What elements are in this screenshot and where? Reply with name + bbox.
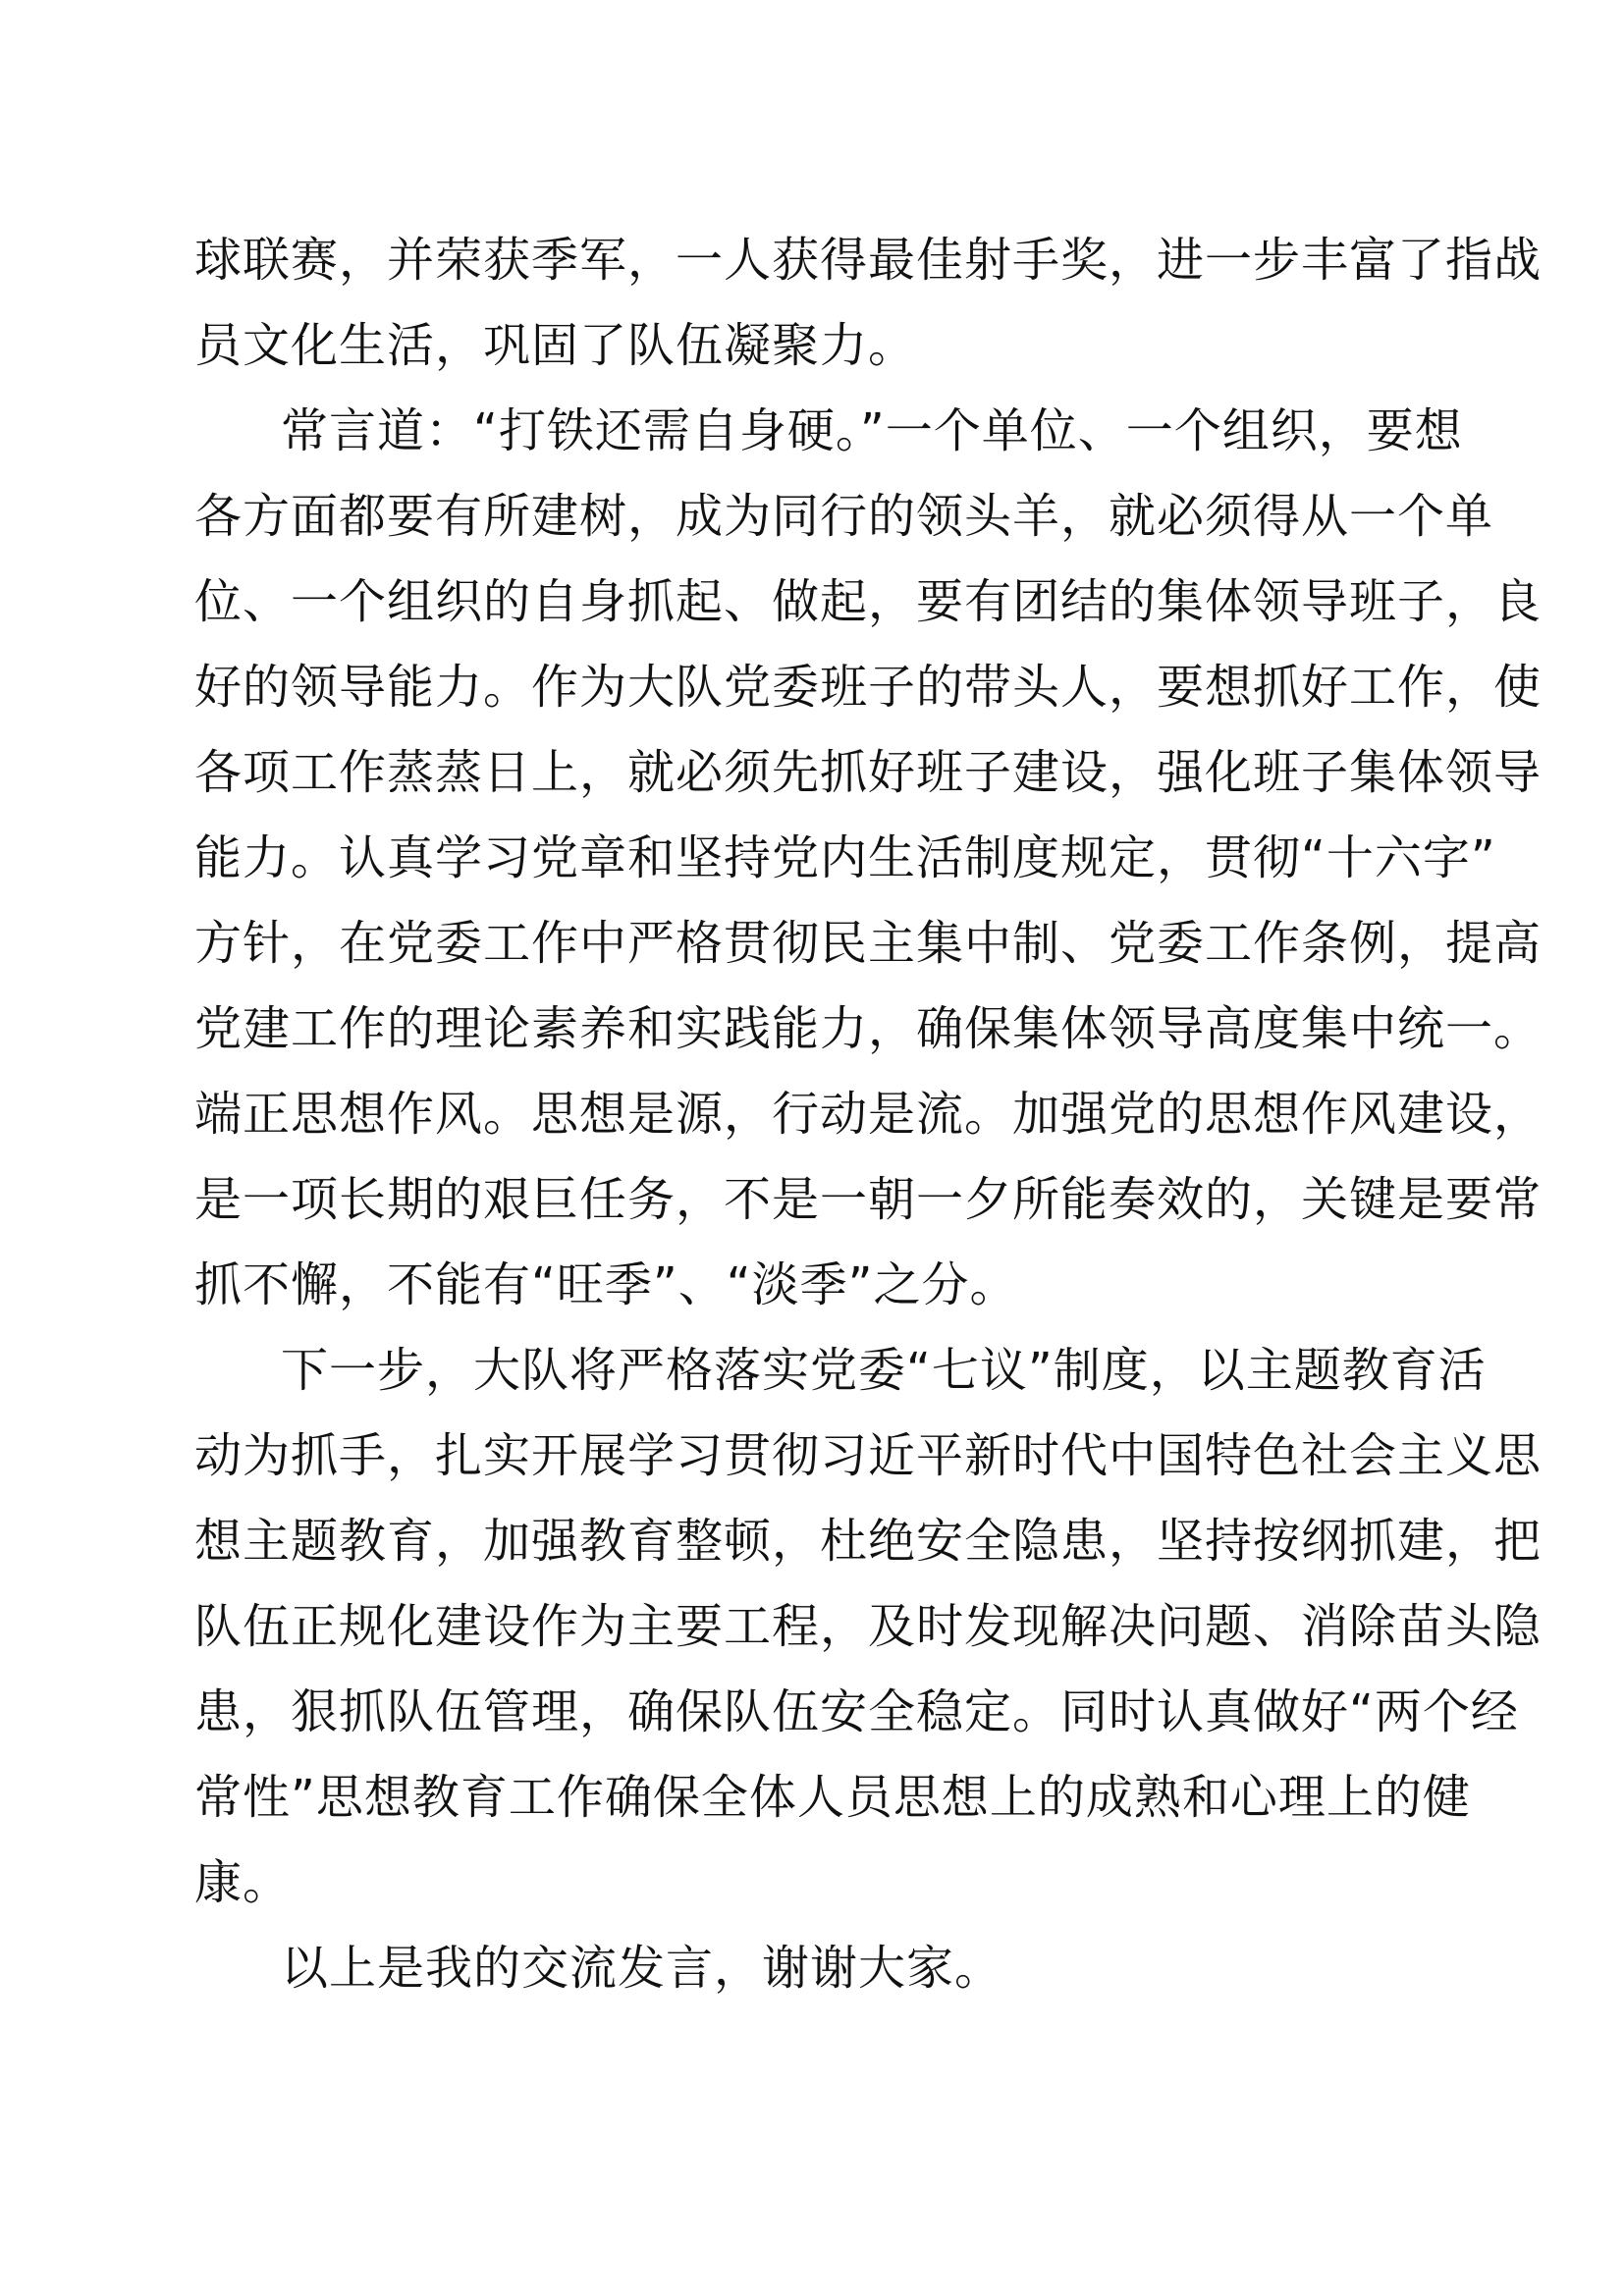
text-line: 想主题教育，加强教育整顿，杜绝安全隐患，坚持按纲抓建，把 bbox=[194, 1514, 1543, 1569]
text-line: 位、一个组织的自身抓起、做起，要有团结的集体领导班子，良 bbox=[194, 574, 1543, 629]
text-line: 好的领导能力。作为大队党委班子的带头人，要想抓好工作，使 bbox=[194, 660, 1543, 715]
text-line: 常性”思想教育工作确保全体人员思想上的成熟和心理上的健 bbox=[194, 1770, 1471, 1825]
document-body bbox=[194, 218, 1543, 2011]
text-line: 队伍正规化建设作为主要工程，及时发现解决问题、消除苗头隐 bbox=[194, 1599, 1543, 1654]
text-line: 端正思想作风。思想是源，行动是流。加强党的思想作风建设， bbox=[194, 1087, 1543, 1142]
paragraph-start-line: 以上是我的交流发言，谢谢大家。 bbox=[281, 1941, 1003, 1996]
text-line: 党建工作的理论素养和实践能力，确保集体领导高度集中统一。 bbox=[194, 1001, 1543, 1056]
text-line: 是一项长期的艰巨任务，不是一朝一夕所能奏效的，关键是要常 bbox=[194, 1172, 1543, 1227]
text-line: 抓不懈，不能有“旺季”、“淡季”之分。 bbox=[194, 1257, 1018, 1312]
text-line: 各方面都要有所建树，成为同行的领头羊，就必须得从一个单 bbox=[194, 489, 1494, 544]
text-line: 球联赛，并荣获季军，一人获得最佳射手奖，进一步丰富了指战 bbox=[194, 233, 1543, 288]
paragraph-start-line: 下一步，大队将严格落实党委“七议”制度，以主题教育活 bbox=[281, 1343, 1487, 1398]
paragraph-start-line: 常言道：“打铁还需自身硬。”一个单位、一个组织，要想 bbox=[281, 403, 1463, 458]
text-line: 员文化生活，巩固了队伍凝聚力。 bbox=[194, 318, 917, 373]
text-line: 动为抓手，扎实开展学习贯彻习近平新时代中国特色社会主义思 bbox=[194, 1428, 1543, 1483]
text-line: 各项工作蒸蒸日上，就必须先抓好班子建设，强化班子集体领导 bbox=[194, 745, 1543, 800]
text-line: 方针，在党委工作中严格贯彻民主集中制、党委工作条例，提高 bbox=[194, 916, 1543, 971]
text-line: 康。 bbox=[194, 1855, 292, 1910]
text-line: 能力。认真学习党章和坚持党内生活制度规定，贯彻“十六字” bbox=[194, 830, 1496, 885]
text-line: 患，狠抓队伍管理，确保队伍安全稳定。同时认真做好“两个经 bbox=[194, 1684, 1519, 1739]
